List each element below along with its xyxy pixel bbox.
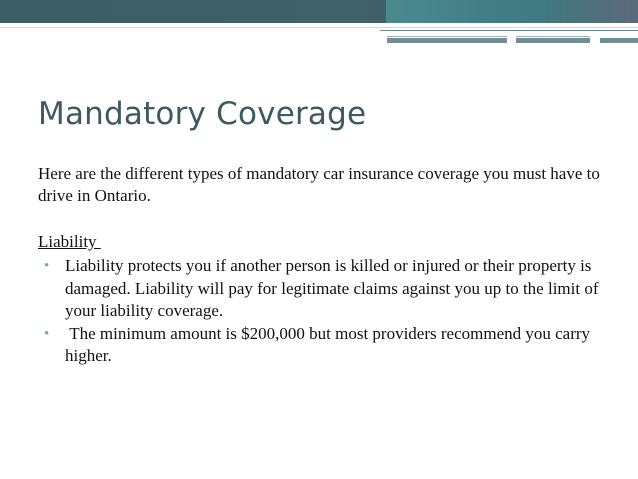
list-item [44, 323, 609, 368]
decorative-bar [387, 38, 507, 43]
decorative-line [387, 36, 507, 37]
slide-title: Mandatory Coverage [38, 96, 367, 132]
header-rule [0, 27, 638, 28]
intro-paragraph: Here are the different types of mandatory car insurance coverage you must have to drive in Ontario. [38, 164, 600, 205]
list-item [44, 255, 609, 323]
header-rule-secondary [380, 30, 638, 31]
section-heading-liability: Liability [38, 232, 101, 251]
decorative-line [516, 36, 590, 37]
header-band-accent [386, 0, 638, 23]
bullet-list [44, 255, 609, 368]
bullet-icon: • [44, 258, 50, 274]
bullet-icon: • [44, 325, 50, 342]
decorative-bar [600, 38, 638, 43]
decorative-bar [516, 38, 590, 43]
bullet-text: Liability protects you if another person is killed or injured or their property is damaged. Liability will pay for legitimate claims against you up to the limit of your liability coverage. [65, 256, 599, 320]
bullet-text: The minimum amount is $200,000 but most providers recommend you carry higher. [65, 323, 595, 365]
